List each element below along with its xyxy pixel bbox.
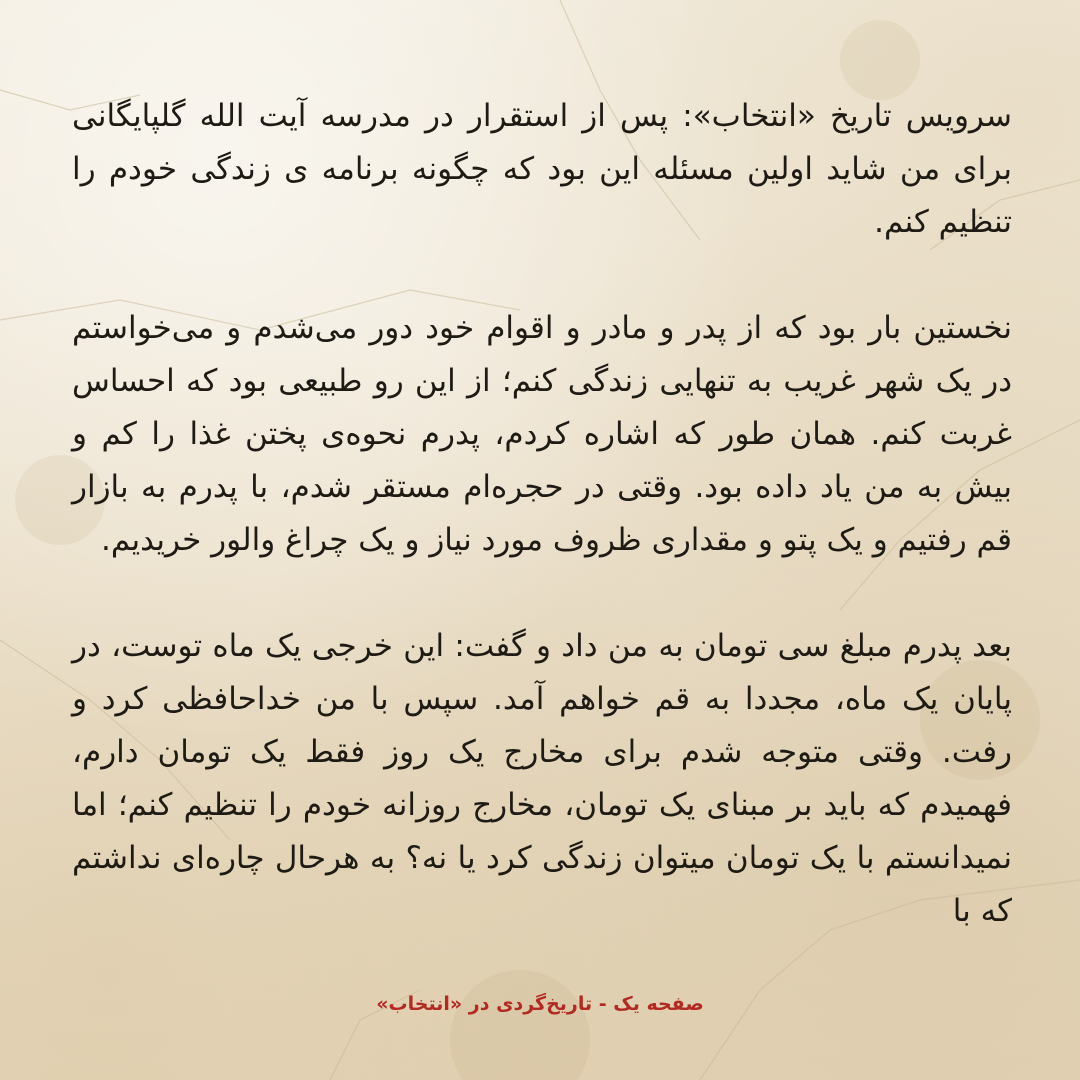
- paragraph-first-time-away: نخستین بار بود که از پدر و مادر و اقوام خود دور می‌شدم و می‌خواستم در یک شهر غریب به تنهایی زندگی کنم؛ از این رو طبیعی بود که احساس غربت کنم. همان طور که اشاره کردم، پدرم نحوه‌ی پختن غذا را کم و بیش به من یاد داده بود. وقتی در حجره‌ام مستقر شدم، با پدرم به بازار قم رفتیم و یک پتو و مقداری ظروف مورد نیاز و یک چراغ والور خریدیم.: [72, 310, 1012, 558]
- paragraph-intro: سرویس تاریخ «انتخاب»: پس از استقرار در مدرسه آیت الله گلپایگانی برای من شاید اولین مسئله این بود که چگونه برنامه ی زندگی خودم را تنظیم کنم.: [72, 98, 1012, 240]
- paragraph-thirty-toman: بعد پدرم مبلغ سی تومان به من داد و گفت: این خرجی یک ماه توست، در پایان یک ماه، مجددا به قم خواهم آمد. سپس با من خداحافظی کرد و رفت. وقتی متوجه شدم برای مخارج یک روز فقط یک تومان دارم، فهمیدم که باید بر مبنای یک تومان، مخارج روزانه خودم را تنظیم کنم؛ اما نمیدانستم با یک تومان میتوان زندگی کرد یا نه؟ به هرحال چاره‌ای نداشتم که با: [72, 628, 1012, 929]
- footer-caption: صفحه یک - تاریخ‌گردی در «انتخاب»: [376, 993, 704, 1015]
- article-body: [72, 90, 1012, 938]
